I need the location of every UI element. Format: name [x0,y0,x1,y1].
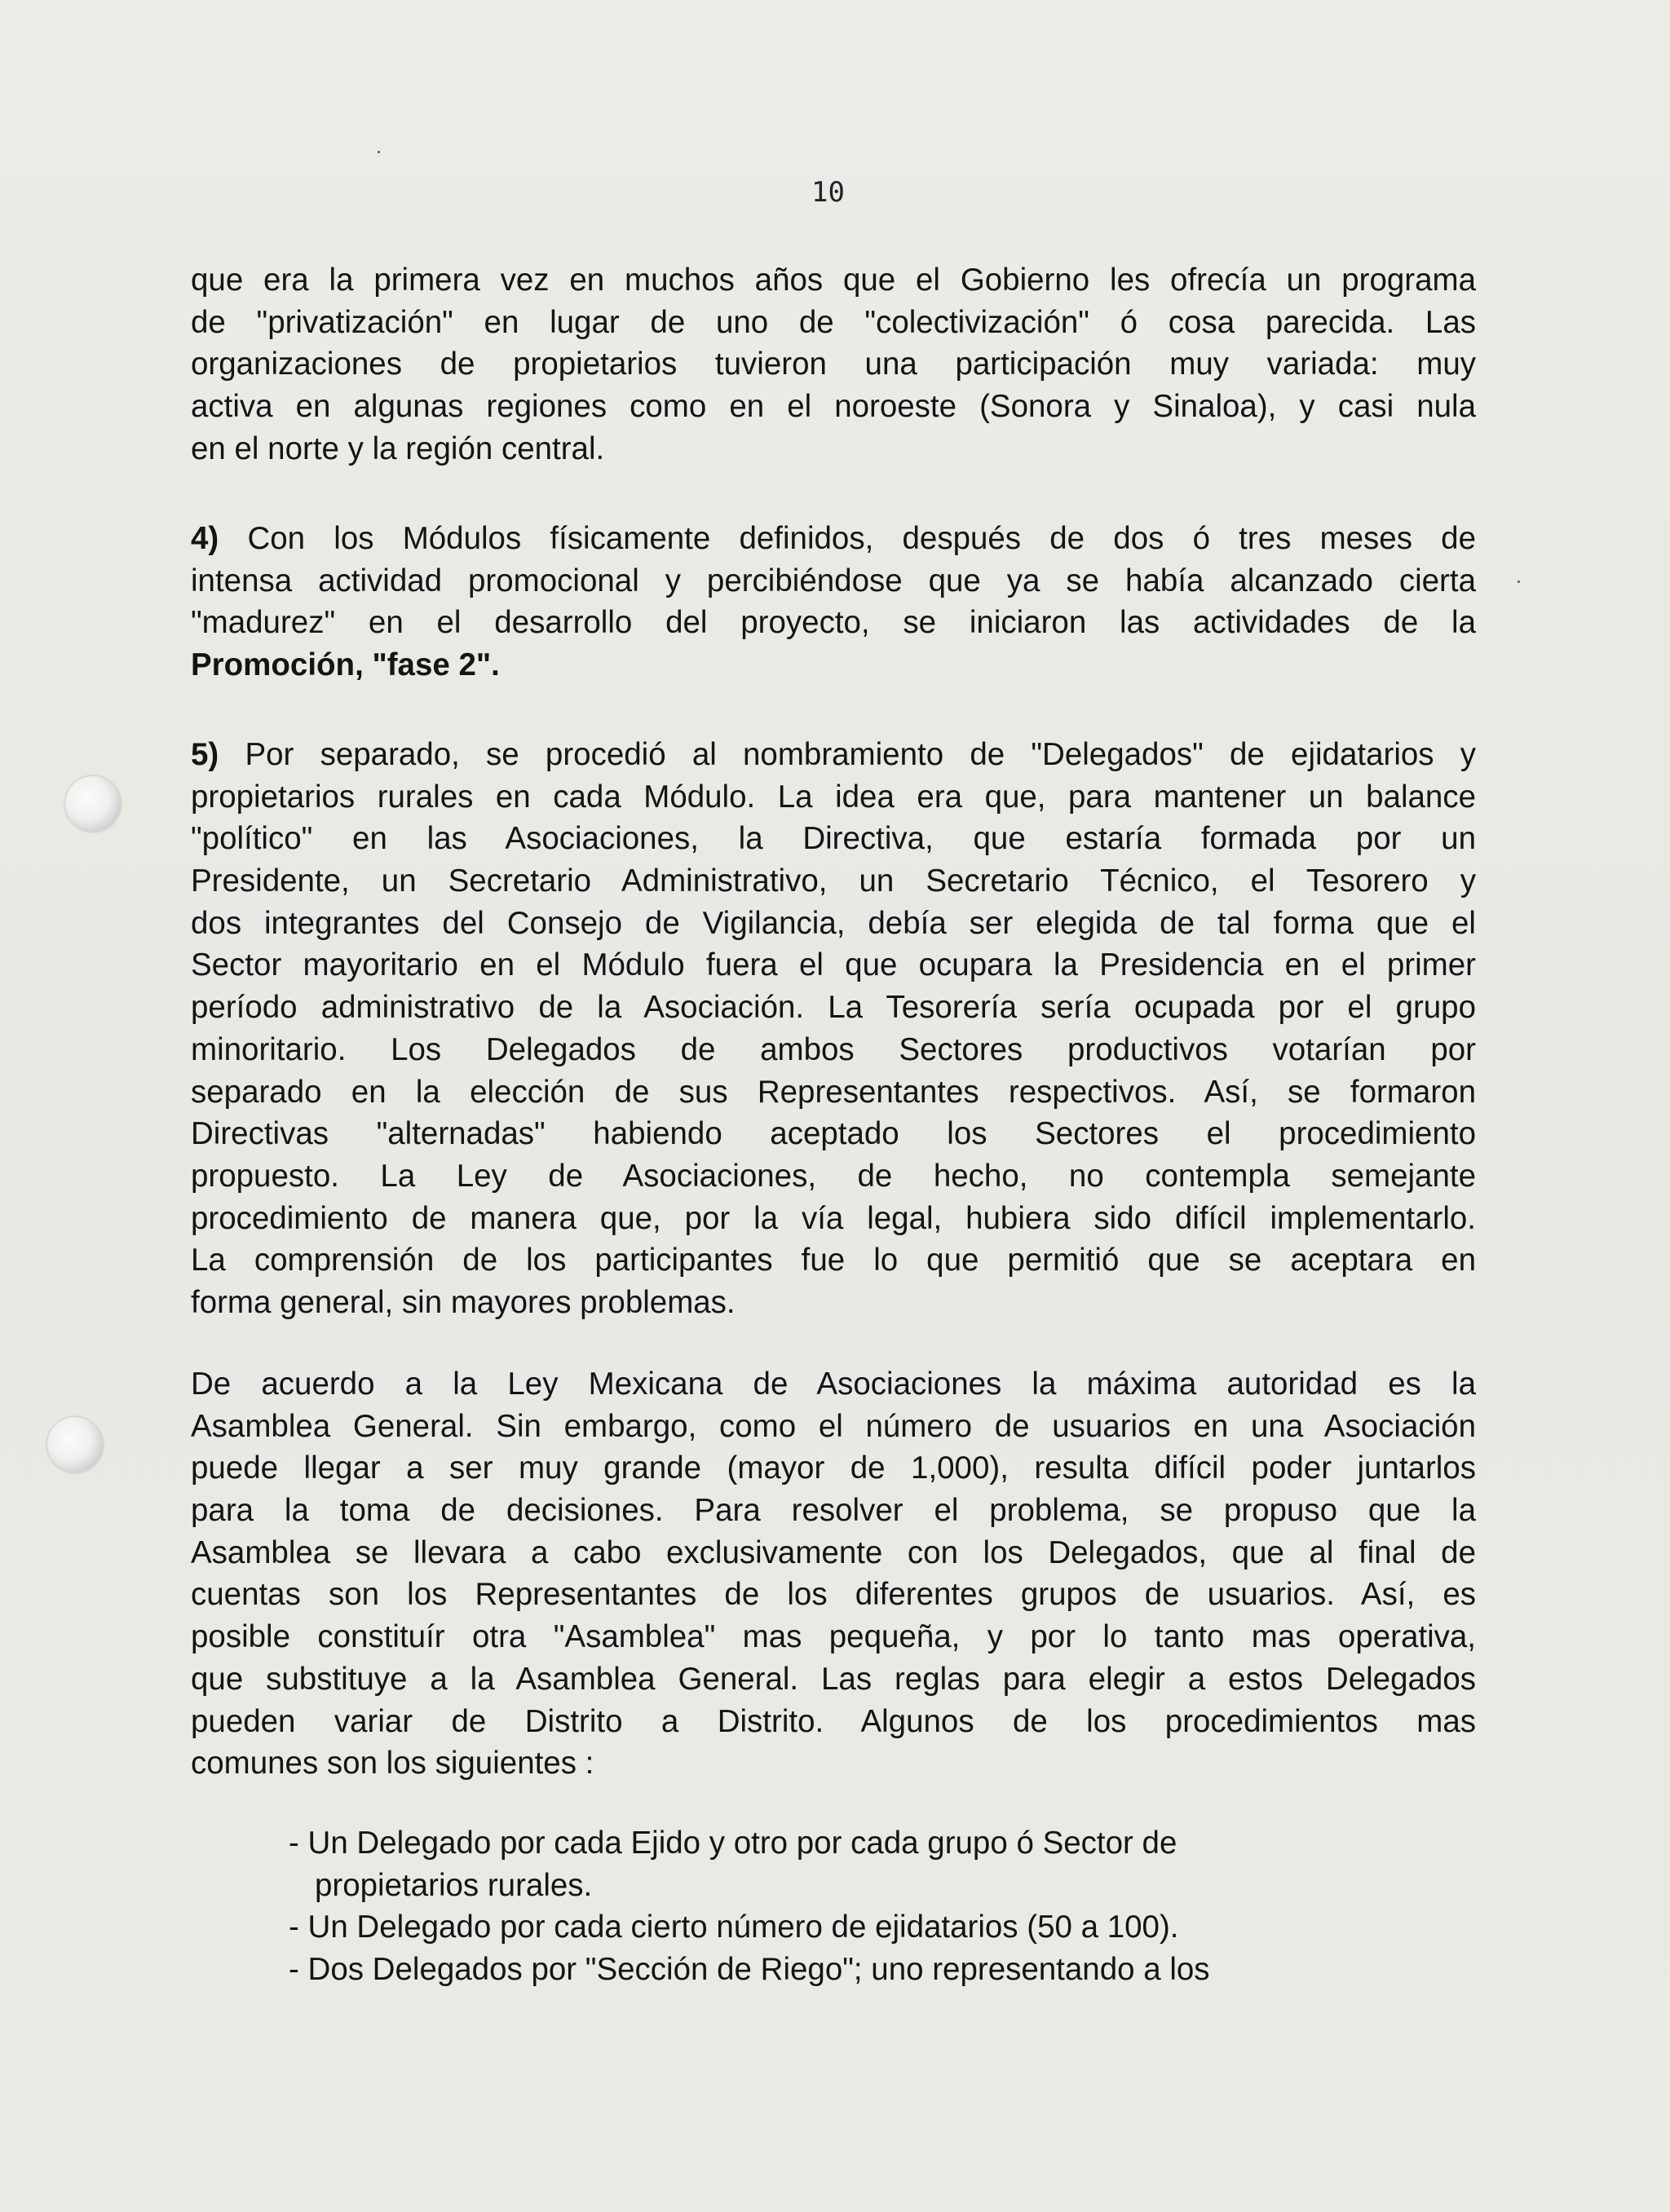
text-line: cuentas son los Representantes de los diferentes grupos de usuarios. Así, es [191,1577,1476,1613]
text-line: procedimiento de manera que, por la vía legal, hubiera sido difícil implementarlo. [191,1200,1476,1236]
text-line: en el norte y la región central. [191,430,605,466]
text-line [191,734,1476,776]
text-line: Directivas "alternadas" habiendo aceptado los Sectores el procedimiento [191,1116,1476,1152]
scan-speck [378,151,380,153]
text-line: minoritario. Los Delegados de ambos Sectores productivos votarían por [191,1031,1476,1067]
page-number: 10 [811,176,845,209]
text-line: De acuerdo a la Ley Mexicana de Asociaciones la máxima autoridad es la [191,1366,1476,1402]
text-line: - Un Delegado por cada cierto número de ejidatarios (50 a 100). [289,1910,1179,1945]
text-line: - Un Delegado por cada Ejido y otro por cada grupo ó Sector de [289,1826,1177,1861]
text-fragment: Por separado, se procedió al nombramiento de "Delegados" de ejidatarios y [219,737,1476,772]
list-item [289,1906,1210,1949]
text-line: dos integrantes del Consejo de Vigilancia, debía ser elegida de tal forma que el [191,905,1476,941]
text-line: Sector mayoritario en el Módulo fuera el que ocupara la Presidencia en el primer [191,947,1476,983]
paragraph-1 [191,259,1476,470]
text-line: puede llegar a ser muy grande (mayor de 1,000), resulta difícil poder juntarlos [191,1450,1476,1486]
text-line: propuesto. La Ley de Asociaciones, de hecho, no contempla semejante [191,1158,1476,1194]
list-item [289,1949,1210,1991]
text-line: Asamblea General. Sin embargo, como el número de usuarios en una Asociación [191,1408,1476,1444]
bold-phrase: Promoción, "fase 2". [191,647,500,683]
paragraph-4 [191,1363,1476,1785]
paragraph-item-5 [191,734,1476,1324]
text-line: posible constituír otra "Asamblea" mas pequeña, y por lo tanto mas operativa, [191,1619,1476,1655]
text-line: "madurez" en el desarrollo del proyecto, se iniciaron las actividades de la [191,605,1476,641]
text-line: que era la primera vez en muchos años que el Gobierno les ofrecía un programa [191,263,1476,298]
item-number: 4) [191,521,219,556]
text-line: intensa actividad promocional y percibiéndose que ya se había alcanzado cierta [191,563,1476,598]
text-line: forma general, sin mayores problemas. [191,1284,736,1320]
punch-hole-top [65,776,121,832]
text-fragment: Con los Módulos físicamente definidos, después de dos ó tres meses de [219,521,1476,556]
delegate-rules-list [289,1822,1210,1991]
text-line: período administrativo de la Asociación. La Tesorería sería ocupada por el grupo [191,990,1476,1026]
text-line: La comprensión de los participantes fue lo que permitió que se aceptara en [191,1243,1476,1278]
text-line: comunes son los siguientes : [191,1746,594,1782]
text-line: de "privatización" en lugar de uno de "colectivización" ó cosa parecida. Las [191,304,1476,340]
paragraph-item-4 [191,518,1476,687]
text-line: "político" en las Asociaciones, la Directiva, que estaría formada por un [191,821,1476,857]
text-line: pueden variar de Distrito a Distrito. Algunos de los procedimientos mas [191,1703,1476,1739]
text-line: propietarios rurales. [315,1867,593,1903]
text-line: para la toma de decisiones. Para resolver el problema, se propuso que la [191,1493,1476,1529]
text-line: - Dos Delegados por "Sección de Riego"; uno representando a los [289,1952,1210,1988]
text-line: que substituye a la Asamblea General. Las reglas para elegir a estos Delegados [191,1661,1476,1697]
text-line: activa en algunas regiones como en el noroeste (Sonora y Sinaloa), y casi nula [191,389,1476,425]
text-line: Asamblea se llevara a cabo exclusivamente con los Delegados, que al final de [191,1534,1476,1570]
scan-speck [1518,581,1520,583]
text-line: organizaciones de propietarios tuvieron una participación muy variada: muy [191,347,1476,382]
text-line: separado en la elección de sus Representantes respectivos. Así, se formaron [191,1074,1476,1110]
list-item [289,1822,1210,1906]
punch-hole-bottom [47,1417,103,1472]
text-line [191,518,1476,560]
text-line: Presidente, un Secretario Administrativo, un Secretario Técnico, el Tesorero y [191,863,1476,899]
text-line: propietarios rurales en cada Módulo. La idea era que, para mantener un balance [191,779,1476,815]
item-number: 5) [191,737,219,772]
